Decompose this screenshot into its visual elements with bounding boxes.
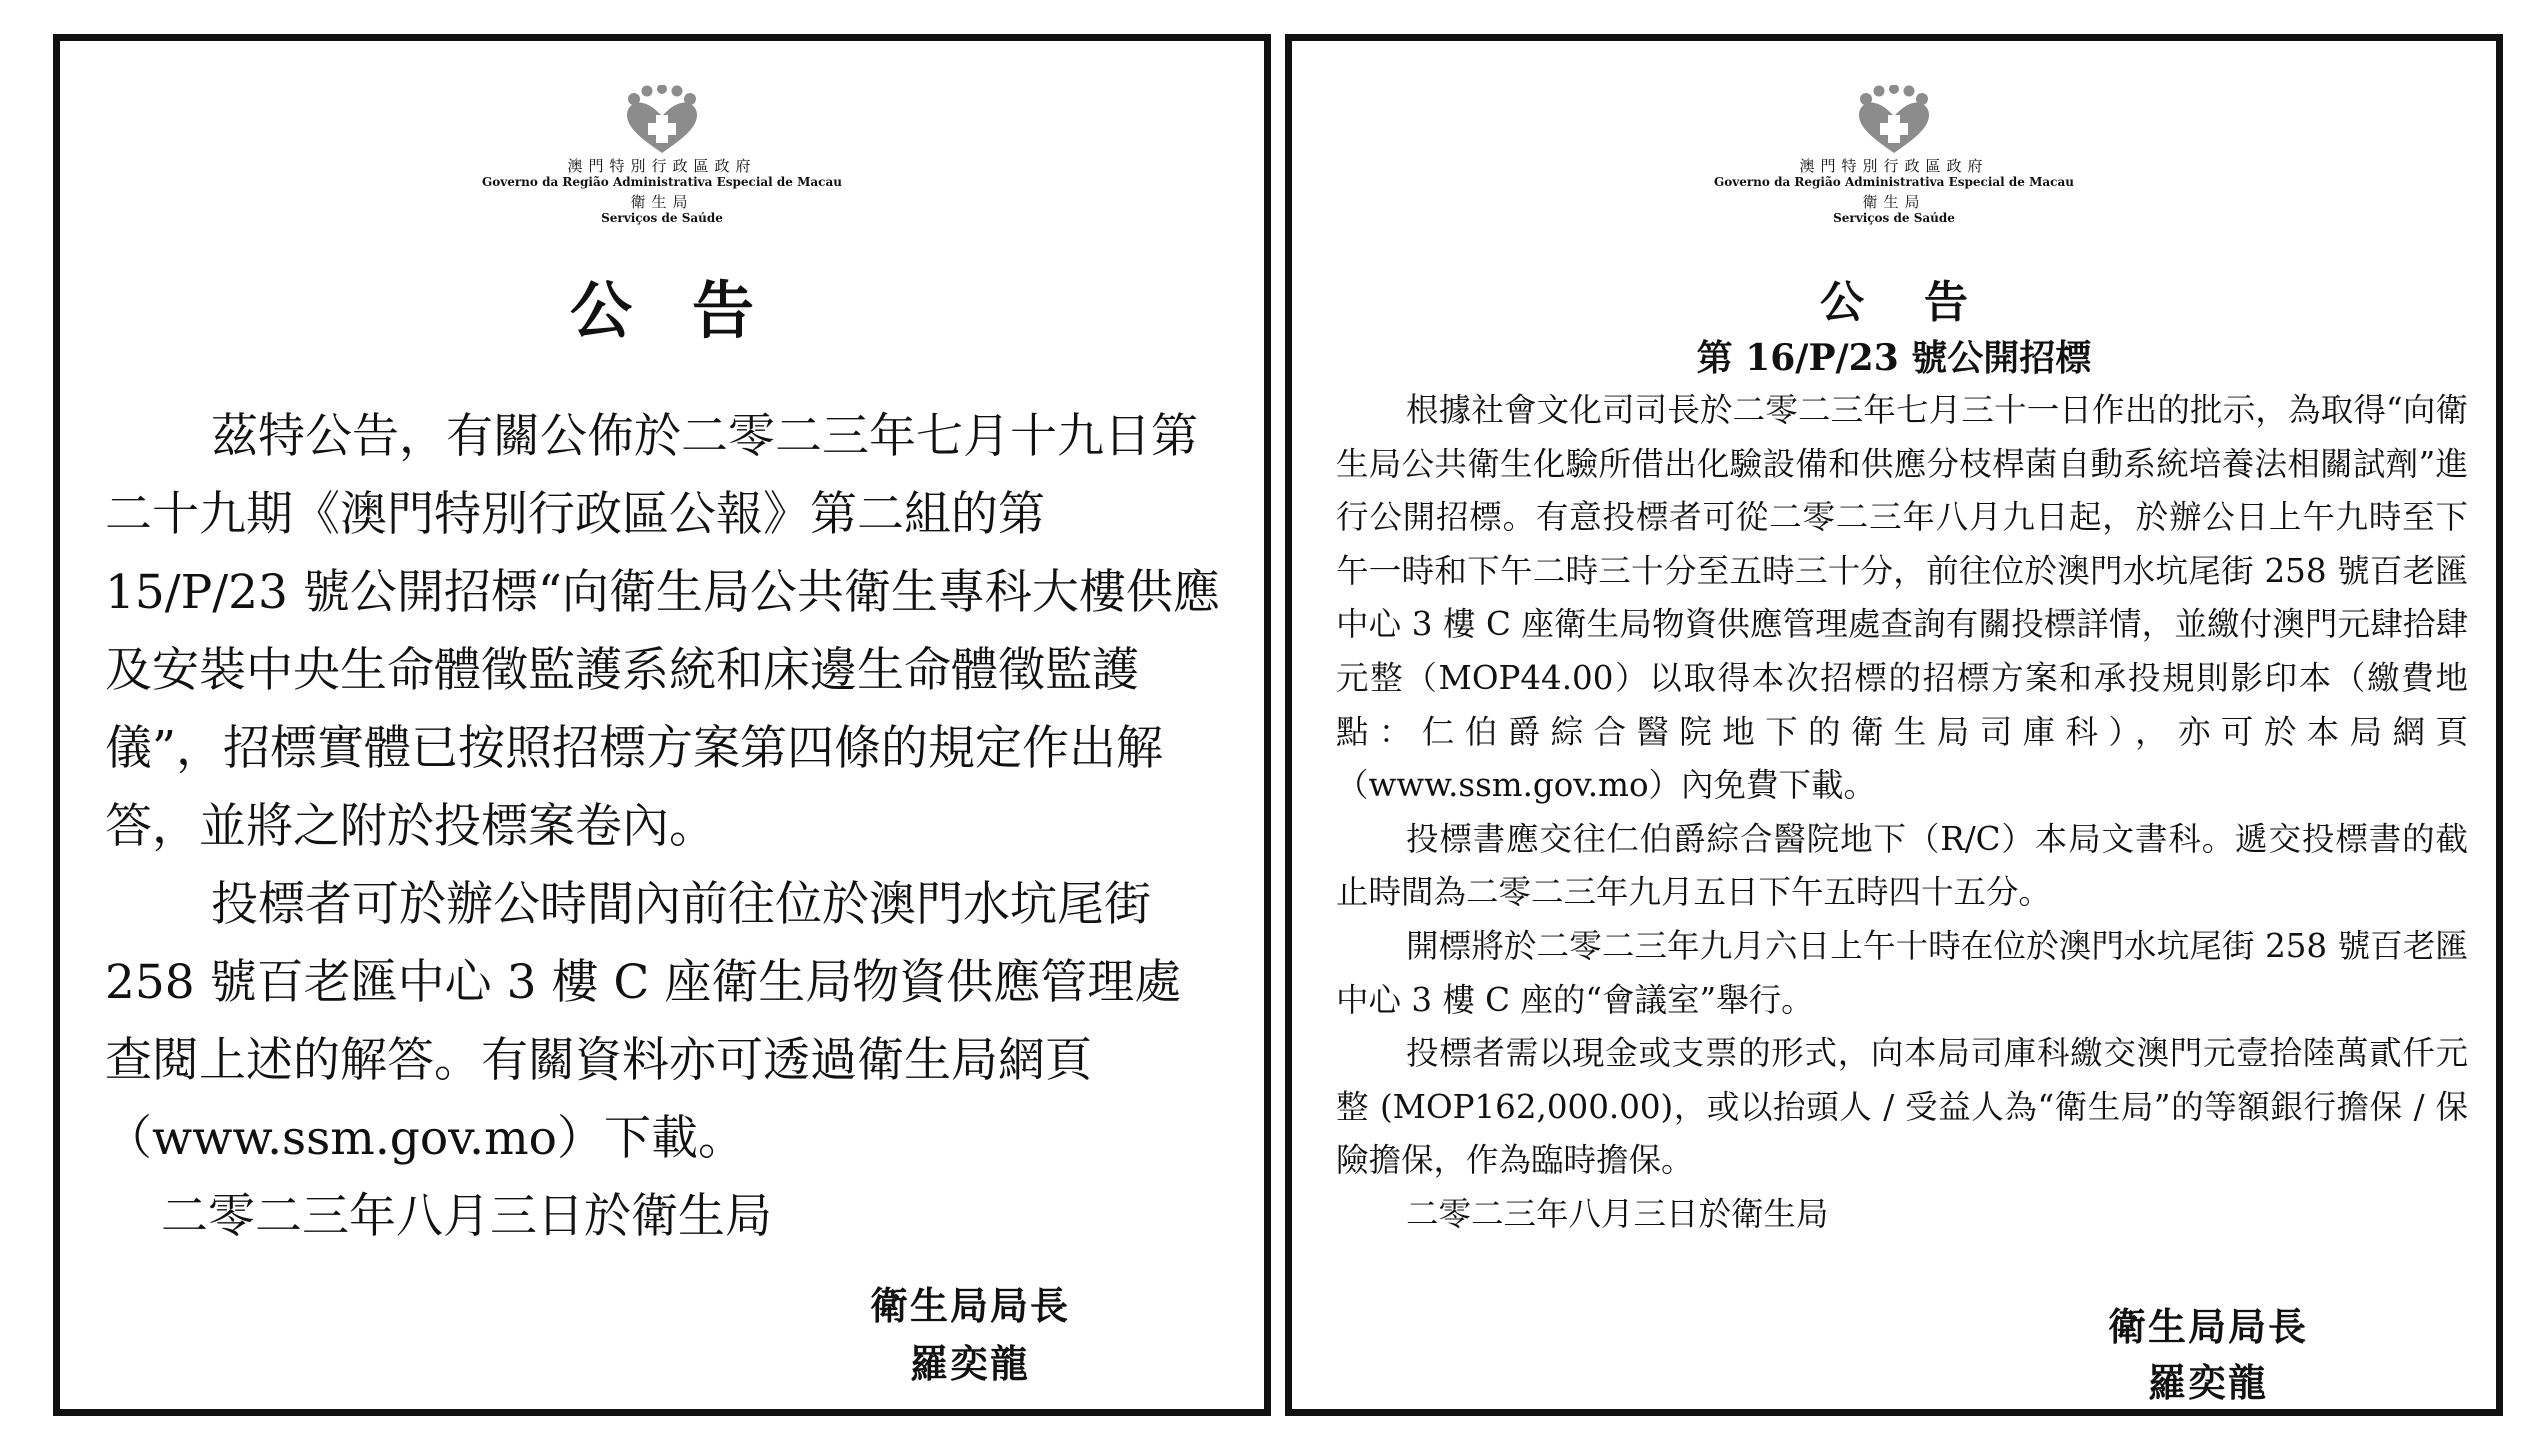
signature-title: 衛生局局長 <box>2108 1304 2309 1349</box>
letterhead <box>1292 85 2496 226</box>
signature-name: 羅奕龍 <box>2148 1360 2269 1405</box>
department-name-chinese: 衛生局 <box>630 193 694 211</box>
department-name-chinese: 衛生局 <box>1862 193 1926 211</box>
notice-body <box>105 398 1223 1256</box>
notice-paragraph: 根據社會文化司司長於二零二三年七月三十一日作出的批示，為取得“向衛生局公共衛生化驗所借出化驗設備和供應分枝桿菌自動系統培養法相關試劑”進行公開招標。有意投標者可從二零二三年八月九日起，於辦公日上午九時至下午一時和下午二時三十分至五時三十分，前往位於澳門水坑尾街 258 號百老匯中心 3 樓 C 座衛生局物資供應管理處查詢有關投標詳情，並繳付澳門元肆拾肆元整（MOP44.00）以取得本次招標的招標方案和承投規則影印本（繳費地點：仁伯爵綜合醫院地下的衛生局司庫科），亦可於本局網頁（www.ssm.gov.mo）內免費下載。 <box>1336 391 2468 805</box>
notice-paragraph: 投標者可於辦公時間內前往位於澳門水坑尾街 258 號百老匯中心 3 樓 C 座衛生局物資供應管理處查閱上述的解答。有關資料亦可透過衛生局網頁（www.ssm.gov.mo）下載。 <box>105 877 1182 1166</box>
signature-block <box>870 1277 1070 1393</box>
notice-date: 二零二三年八月三日於衛生局 <box>1406 1194 1829 1233</box>
government-name-portuguese: Governo da Região Administrativa Especial de Macau <box>482 175 842 189</box>
macau-health-services-emblem-icon <box>1855 85 1933 155</box>
department-name-portuguese: Serviços de Saúde <box>1833 211 1955 225</box>
department-name-portuguese: Serviços de Saúde <box>601 211 723 225</box>
signature-block <box>2108 1299 2308 1411</box>
notice-right <box>1285 34 2503 1416</box>
notice-title: 公告 <box>1820 277 2028 328</box>
government-name-chinese: 澳門特別行政區政府 <box>1799 157 1989 175</box>
notice-date: 二零二三年八月三日於衛生局 <box>161 1189 772 1244</box>
notice-body <box>1336 384 2468 1242</box>
macau-health-services-emblem-icon <box>623 85 701 155</box>
notice-left <box>53 34 1271 1416</box>
signature-title: 衛生局局長 <box>870 1283 1071 1328</box>
signature-name: 羅奕龍 <box>910 1341 1031 1386</box>
letterhead <box>60 85 1264 226</box>
tender-number-subtitle: 第 16/P/23 號公開招標 <box>1696 337 2092 379</box>
notice-paragraph: 投標者需以現金或支票的形式，向本局司庫科繳交澳門元壹拾陸萬貳仟元整 (MOP162,000.00)，或以抬頭人 / 受益人為“衛生局”的等額銀行擔保 / 保險擔保，作為臨時擔保。 <box>1336 1034 2468 1180</box>
notice-paragraph: 投標書應交往仁伯爵綜合醫院地下（R/C）本局文書科。遞交投標書的截止時間為二零二三年九月五日下午五時四十五分。 <box>1336 819 2468 912</box>
notice-title: 公告 <box>569 274 814 347</box>
government-name-portuguese: Governo da Região Administrativa Especial de Macau <box>1714 175 2074 189</box>
notice-paragraph: 茲特公告，有關公佈於二零二三年七月十九日第二十九期《澳門特別行政區公報》第二組的第 15/P/23 號公開招標“向衛生局公共衛生專科大樓供應及安裝中央生命體徵監護系統和床邊生命體徵監護儀”，招標實體已按照招標方案第四條的規定作出解答，並將之附於投標案卷內。 <box>105 409 1220 854</box>
notice-paragraph: 開標將於二零二三年九月六日上午十時在位於澳門水坑尾街 258 號百老匯中心 3 樓 C 座的“會議室”舉行。 <box>1336 926 2468 1019</box>
government-name-chinese: 澳門特別行政區政府 <box>567 157 757 175</box>
